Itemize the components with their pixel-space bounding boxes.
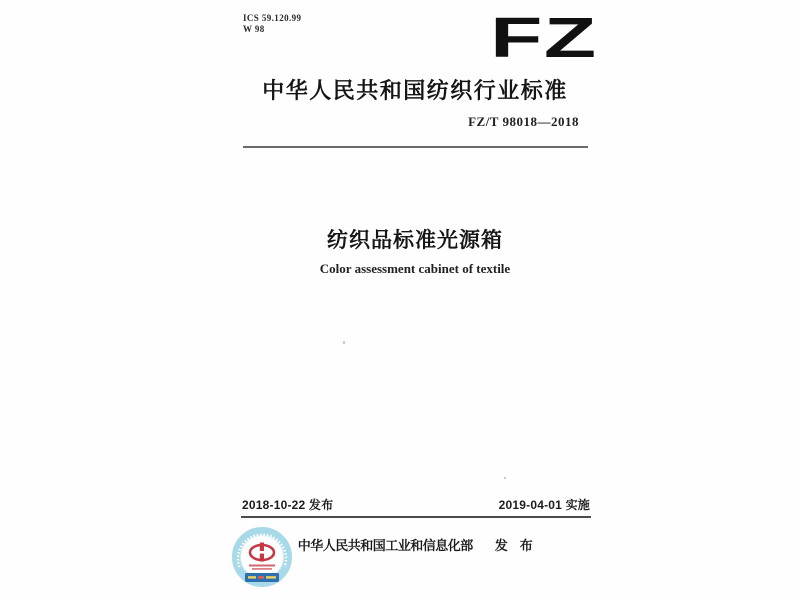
document-title-english: Color assessment cabinet of textile	[319, 261, 511, 276]
issue-date: 2018-10-22 发布	[242, 498, 334, 512]
fz-standard-logo: FZ	[490, 6, 598, 70]
ics-code: ICS 59.120.99	[243, 13, 302, 23]
header-divider-rule	[243, 146, 588, 148]
scan-speck	[343, 341, 345, 344]
ics-classification-block	[243, 13, 301, 35]
publisher-name: 中华人民共和国工业和信息化部	[297, 538, 473, 553]
standard-number: FZ/T 98018—2018	[468, 114, 579, 129]
publisher-row	[230, 535, 600, 554]
footer-divider-rule	[241, 516, 591, 518]
dates-row	[242, 496, 590, 513]
publish-action-label: 发 布	[494, 538, 533, 553]
category-code: W 98	[243, 24, 265, 34]
document-title-chinese: 纺织品标准光源箱	[327, 229, 503, 252]
implementation-date: 2019-04-01 实施	[498, 498, 590, 512]
scan-speck	[504, 477, 506, 479]
header-title: 中华人民共和国纺织行业标准	[262, 78, 568, 103]
